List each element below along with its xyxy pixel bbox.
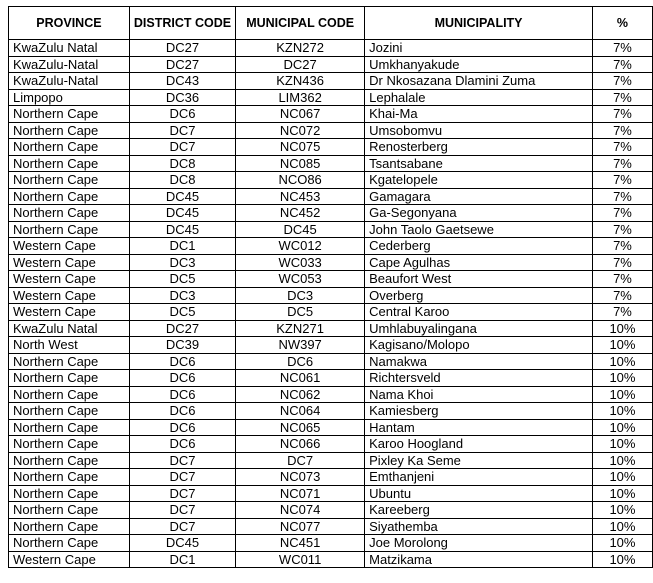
municipal-code-cell: NCO86	[236, 172, 365, 189]
province-cell: Northern Cape	[9, 386, 130, 403]
province-cell: Northern Cape	[9, 122, 130, 139]
percent-cell: 7%	[592, 89, 652, 106]
province-cell: KwaZulu-Natal	[9, 73, 130, 90]
province-cell: Western Cape	[9, 304, 130, 321]
table-row	[9, 172, 653, 189]
table-row	[9, 337, 653, 354]
province-cell: Northern Cape	[9, 370, 130, 387]
district-code-cell: DC6	[129, 403, 235, 420]
table-row	[9, 106, 653, 123]
municipal-code-cell: NC062	[236, 386, 365, 403]
municipal-code-cell: NC061	[236, 370, 365, 387]
province-cell: Northern Cape	[9, 419, 130, 436]
municipal-code-cell: WC012	[236, 238, 365, 255]
percent-cell: 7%	[592, 188, 652, 205]
province-cell: Limpopo	[9, 89, 130, 106]
municipality-cell: Siyathemba	[365, 518, 593, 535]
province-cell: Northern Cape	[9, 535, 130, 552]
district-code-cell: DC7	[129, 502, 235, 519]
table-row	[9, 353, 653, 370]
province-cell: Northern Cape	[9, 172, 130, 189]
percent-cell: 7%	[592, 287, 652, 304]
province-cell: Northern Cape	[9, 155, 130, 172]
table-row	[9, 155, 653, 172]
municipality-cell: Overberg	[365, 287, 593, 304]
table-row	[9, 403, 653, 420]
percent-cell: 7%	[592, 254, 652, 271]
province-cell: Northern Cape	[9, 139, 130, 156]
district-code-cell: DC45	[129, 188, 235, 205]
municipality-table	[8, 6, 653, 568]
document-page	[8, 6, 653, 568]
municipal-code-cell: NC066	[236, 436, 365, 453]
municipality-cell: Cederberg	[365, 238, 593, 255]
table-row	[9, 469, 653, 486]
percent-cell: 10%	[592, 452, 652, 469]
percent-cell: 10%	[592, 337, 652, 354]
district-code-cell: DC8	[129, 172, 235, 189]
province-cell: Northern Cape	[9, 452, 130, 469]
province-cell: Northern Cape	[9, 518, 130, 535]
percent-cell: 7%	[592, 106, 652, 123]
municipality-cell: Khai-Ma	[365, 106, 593, 123]
municipal-code-cell: NC072	[236, 122, 365, 139]
province-cell: Northern Cape	[9, 469, 130, 486]
municipal-code-cell: KZN436	[236, 73, 365, 90]
percent-cell: 10%	[592, 518, 652, 535]
table-row	[9, 551, 653, 568]
table-row	[9, 535, 653, 552]
municipal-code-cell: NC453	[236, 188, 365, 205]
district-code-cell: DC6	[129, 419, 235, 436]
percent-cell: 10%	[592, 353, 652, 370]
table-row	[9, 221, 653, 238]
municipal-code-cell: NC075	[236, 139, 365, 156]
table-header-row	[9, 7, 653, 40]
table-row	[9, 304, 653, 321]
percent-cell: 7%	[592, 139, 652, 156]
percent-cell: 10%	[592, 320, 652, 337]
district-code-cell: DC39	[129, 337, 235, 354]
district-code-cell: DC1	[129, 238, 235, 255]
municipality-cell: Matzikama	[365, 551, 593, 568]
municipality-cell: Ga-Segonyana	[365, 205, 593, 222]
province-cell: Northern Cape	[9, 502, 130, 519]
municipal-code-cell: WC033	[236, 254, 365, 271]
table-row	[9, 452, 653, 469]
district-code-cell: DC8	[129, 155, 235, 172]
district-code-cell: DC6	[129, 370, 235, 387]
district-code-cell: DC36	[129, 89, 235, 106]
municipality-cell: Namakwa	[365, 353, 593, 370]
province-cell: North West	[9, 337, 130, 354]
percent-cell: 10%	[592, 485, 652, 502]
district-code-cell: DC27	[129, 40, 235, 57]
percent-cell: 10%	[592, 469, 652, 486]
district-code-cell: DC45	[129, 535, 235, 552]
percent-cell: 7%	[592, 172, 652, 189]
municipality-cell: Umkhanyakude	[365, 56, 593, 73]
district-code-cell: DC7	[129, 139, 235, 156]
percent-cell: 7%	[592, 40, 652, 57]
percent-cell: 7%	[592, 304, 652, 321]
municipality-cell: Hantam	[365, 419, 593, 436]
municipality-cell: Nama Khoi	[365, 386, 593, 403]
province-cell: Western Cape	[9, 271, 130, 288]
province-cell: Western Cape	[9, 551, 130, 568]
header-percent: %	[592, 7, 652, 40]
percent-cell: 10%	[592, 403, 652, 420]
municipality-cell: John Taolo Gaetsewe	[365, 221, 593, 238]
municipality-cell: Karoo Hoogland	[365, 436, 593, 453]
table-row	[9, 419, 653, 436]
table-row	[9, 73, 653, 90]
municipal-code-cell: NC077	[236, 518, 365, 535]
municipal-code-cell: NC074	[236, 502, 365, 519]
province-cell: KwaZulu-Natal	[9, 56, 130, 73]
municipal-code-cell: NC064	[236, 403, 365, 420]
province-cell: Northern Cape	[9, 353, 130, 370]
district-code-cell: DC7	[129, 452, 235, 469]
province-cell: Northern Cape	[9, 188, 130, 205]
municipality-cell: Joe Morolong	[365, 535, 593, 552]
district-code-cell: DC27	[129, 56, 235, 73]
district-code-cell: DC7	[129, 485, 235, 502]
municipal-code-cell: WC053	[236, 271, 365, 288]
municipal-code-cell: DC6	[236, 353, 365, 370]
district-code-cell: DC7	[129, 469, 235, 486]
table-row	[9, 205, 653, 222]
table-row	[9, 188, 653, 205]
percent-cell: 10%	[592, 551, 652, 568]
province-cell: Northern Cape	[9, 403, 130, 420]
percent-cell: 10%	[592, 502, 652, 519]
header-municipality: MUNICIPALITY	[365, 7, 593, 40]
table-row	[9, 238, 653, 255]
table-row	[9, 287, 653, 304]
province-cell: Northern Cape	[9, 221, 130, 238]
municipality-cell: Richtersveld	[365, 370, 593, 387]
municipal-code-cell: WC011	[236, 551, 365, 568]
district-code-cell: DC6	[129, 106, 235, 123]
table-row	[9, 40, 653, 57]
district-code-cell: DC6	[129, 353, 235, 370]
municipal-code-cell: KZN271	[236, 320, 365, 337]
percent-cell: 10%	[592, 419, 652, 436]
table-row	[9, 502, 653, 519]
municipality-cell: Umsobomvu	[365, 122, 593, 139]
municipality-cell: Ubuntu	[365, 485, 593, 502]
table-row	[9, 56, 653, 73]
province-cell: Western Cape	[9, 238, 130, 255]
table-row	[9, 518, 653, 535]
municipal-code-cell: NC085	[236, 155, 365, 172]
municipal-code-cell: DC27	[236, 56, 365, 73]
municipality-cell: Gamagara	[365, 188, 593, 205]
table-body	[9, 40, 653, 568]
table-row	[9, 386, 653, 403]
municipal-code-cell: NC451	[236, 535, 365, 552]
municipal-code-cell: NC452	[236, 205, 365, 222]
province-cell: Western Cape	[9, 254, 130, 271]
municipality-cell: Jozini	[365, 40, 593, 57]
table-row	[9, 320, 653, 337]
district-code-cell: DC45	[129, 221, 235, 238]
percent-cell: 7%	[592, 271, 652, 288]
table-row	[9, 271, 653, 288]
table-row	[9, 254, 653, 271]
municipality-cell: Central Karoo	[365, 304, 593, 321]
district-code-cell: DC7	[129, 518, 235, 535]
province-cell: Western Cape	[9, 287, 130, 304]
municipality-cell: Pixley Ka Seme	[365, 452, 593, 469]
percent-cell: 7%	[592, 238, 652, 255]
table-row	[9, 370, 653, 387]
district-code-cell: DC3	[129, 287, 235, 304]
municipality-cell: Renosterberg	[365, 139, 593, 156]
percent-cell: 7%	[592, 56, 652, 73]
municipal-code-cell: KZN272	[236, 40, 365, 57]
municipal-code-cell: DC45	[236, 221, 365, 238]
municipal-code-cell: DC3	[236, 287, 365, 304]
province-cell: Northern Cape	[9, 205, 130, 222]
district-code-cell: DC45	[129, 205, 235, 222]
header-district-code: DISTRICT CODE	[129, 7, 235, 40]
district-code-cell: DC7	[129, 122, 235, 139]
municipality-cell: Tsantsabane	[365, 155, 593, 172]
percent-cell: 7%	[592, 73, 652, 90]
percent-cell: 7%	[592, 205, 652, 222]
header-province: PROVINCE	[9, 7, 130, 40]
percent-cell: 7%	[592, 155, 652, 172]
table-row	[9, 139, 653, 156]
municipal-code-cell: NC065	[236, 419, 365, 436]
district-code-cell: DC5	[129, 304, 235, 321]
municipal-code-cell: LIM362	[236, 89, 365, 106]
municipality-cell: Emthanjeni	[365, 469, 593, 486]
municipality-cell: Cape Agulhas	[365, 254, 593, 271]
table-row	[9, 122, 653, 139]
table-row	[9, 436, 653, 453]
district-code-cell: DC6	[129, 386, 235, 403]
percent-cell: 10%	[592, 535, 652, 552]
percent-cell: 7%	[592, 122, 652, 139]
municipal-code-cell: NC071	[236, 485, 365, 502]
province-cell: Northern Cape	[9, 106, 130, 123]
table-row	[9, 89, 653, 106]
municipality-cell: Kamiesberg	[365, 403, 593, 420]
district-code-cell: DC6	[129, 436, 235, 453]
table-row	[9, 485, 653, 502]
municipal-code-cell: DC7	[236, 452, 365, 469]
municipality-cell: Kgatelopele	[365, 172, 593, 189]
district-code-cell: DC43	[129, 73, 235, 90]
municipal-code-cell: NC073	[236, 469, 365, 486]
municipality-cell: Beaufort West	[365, 271, 593, 288]
percent-cell: 10%	[592, 370, 652, 387]
district-code-cell: DC3	[129, 254, 235, 271]
province-cell: KwaZulu Natal	[9, 40, 130, 57]
municipality-cell: Umhlabuyalingana	[365, 320, 593, 337]
percent-cell: 10%	[592, 386, 652, 403]
municipality-cell: Kareeberg	[365, 502, 593, 519]
municipal-code-cell: NC067	[236, 106, 365, 123]
province-cell: Northern Cape	[9, 436, 130, 453]
municipal-code-cell: NW397	[236, 337, 365, 354]
header-municipal-code: MUNICIPAL CODE	[236, 7, 365, 40]
percent-cell: 10%	[592, 436, 652, 453]
municipal-code-cell: DC5	[236, 304, 365, 321]
district-code-cell: DC1	[129, 551, 235, 568]
province-cell: KwaZulu Natal	[9, 320, 130, 337]
municipality-cell: Kagisano/Molopo	[365, 337, 593, 354]
municipality-cell: Lephalale	[365, 89, 593, 106]
district-code-cell: DC27	[129, 320, 235, 337]
province-cell: Northern Cape	[9, 485, 130, 502]
district-code-cell: DC5	[129, 271, 235, 288]
percent-cell: 7%	[592, 221, 652, 238]
municipality-cell: Dr Nkosazana Dlamini Zuma	[365, 73, 593, 90]
